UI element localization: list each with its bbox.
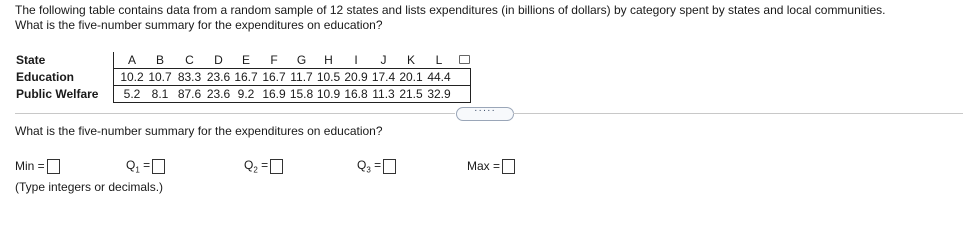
- max-answer: [467, 158, 515, 174]
- q1-label: $Q_1$ =: [126, 157, 151, 175]
- expand-more-button[interactable]: ·····: [456, 107, 514, 121]
- education-cell-7: 10.5: [316, 70, 341, 84]
- min-input[interactable]: [47, 159, 60, 174]
- min-answer: [15, 158, 60, 174]
- column-header-9: J: [380, 53, 387, 67]
- public-welfare-cell-6: 15.8: [289, 87, 314, 101]
- public-welfare-cell-2: 87.6: [177, 87, 202, 101]
- answer-format-note: (Type integers or decimals.): [15, 180, 164, 194]
- min-label: Min =: [15, 159, 45, 173]
- column-header-4: E: [241, 53, 250, 67]
- section-divider-right: [513, 113, 963, 114]
- education-cell-0: 10.2: [120, 70, 144, 84]
- copy-data-icon[interactable]: [459, 55, 470, 64]
- q2-label: $Q_2$ =: [244, 157, 269, 175]
- q3-input[interactable]: [383, 159, 396, 174]
- row-label-public-welfare: Public Welfare: [16, 87, 99, 101]
- column-header-5: F: [270, 53, 278, 67]
- table-header-label: State: [16, 53, 46, 68]
- column-header-8: I: [354, 53, 358, 67]
- public-welfare-cell-5: 16.9: [262, 87, 286, 101]
- public-welfare-values: [114, 86, 471, 103]
- public-welfare-cell-8: 16.8: [344, 87, 368, 101]
- public-welfare-cell-4: 9.2: [237, 87, 255, 101]
- education-values: [114, 69, 471, 86]
- education-cell-5: 16.7: [262, 70, 286, 84]
- education-cell-4: 16.7: [234, 70, 258, 84]
- column-header-0: A: [127, 53, 136, 67]
- intro-line-1: The following table contains data from a random sample of 12 states and lists expenditures (in billions of dollars) by category spent by states and local communities.: [15, 3, 886, 17]
- education-cell-3: 23.6: [206, 70, 231, 84]
- education-cell-11: 44.4: [427, 70, 451, 84]
- column-header-2: C: [185, 53, 194, 67]
- column-header-10: K: [406, 53, 415, 67]
- q3-answer: [357, 158, 396, 174]
- intro-line-2: What is the five-number summary for the expenditures on education?: [15, 18, 383, 32]
- column-header-7: H: [324, 53, 333, 67]
- row-label-education: Education: [16, 70, 75, 84]
- q3-label: $Q_3$ =: [357, 157, 382, 175]
- section-divider-left: [15, 113, 455, 114]
- problem-intro: [15, 3, 885, 33]
- education-cell-9: 17.4: [371, 70, 396, 84]
- q2-answer: [244, 158, 283, 174]
- max-input[interactable]: [502, 159, 515, 174]
- public-welfare-cell-10: 21.5: [399, 87, 423, 101]
- public-welfare-cell-9: 11.3: [372, 87, 395, 101]
- q2-input[interactable]: [270, 159, 283, 174]
- column-header-1: B: [155, 53, 164, 67]
- public-welfare-cell-3: 23.6: [206, 87, 231, 101]
- education-cell-10: 20.1: [399, 70, 423, 84]
- education-cell-2: 83.3: [177, 70, 202, 84]
- public-welfare-cell-7: 10.9: [316, 87, 341, 101]
- education-cell-6: 11.7: [290, 70, 313, 84]
- education-cell-8: 20.9: [344, 70, 368, 84]
- column-header-3: D: [214, 53, 223, 67]
- q1-input[interactable]: [152, 159, 165, 174]
- column-headers: [114, 52, 471, 69]
- public-welfare-cell-1: 8.1: [151, 87, 169, 101]
- max-label: Max =: [467, 159, 501, 173]
- expenditures-table: [15, 52, 471, 103]
- question-text: What is the five-number summary for the expenditures on education?: [15, 124, 383, 138]
- column-header-11: L: [435, 53, 443, 67]
- public-welfare-cell-11: 32.9: [427, 87, 451, 101]
- q1-answer: [126, 158, 165, 174]
- education-cell-1: 10.7: [148, 70, 172, 84]
- public-welfare-cell-0: 5.2: [123, 87, 141, 101]
- column-header-6: G: [296, 53, 307, 67]
